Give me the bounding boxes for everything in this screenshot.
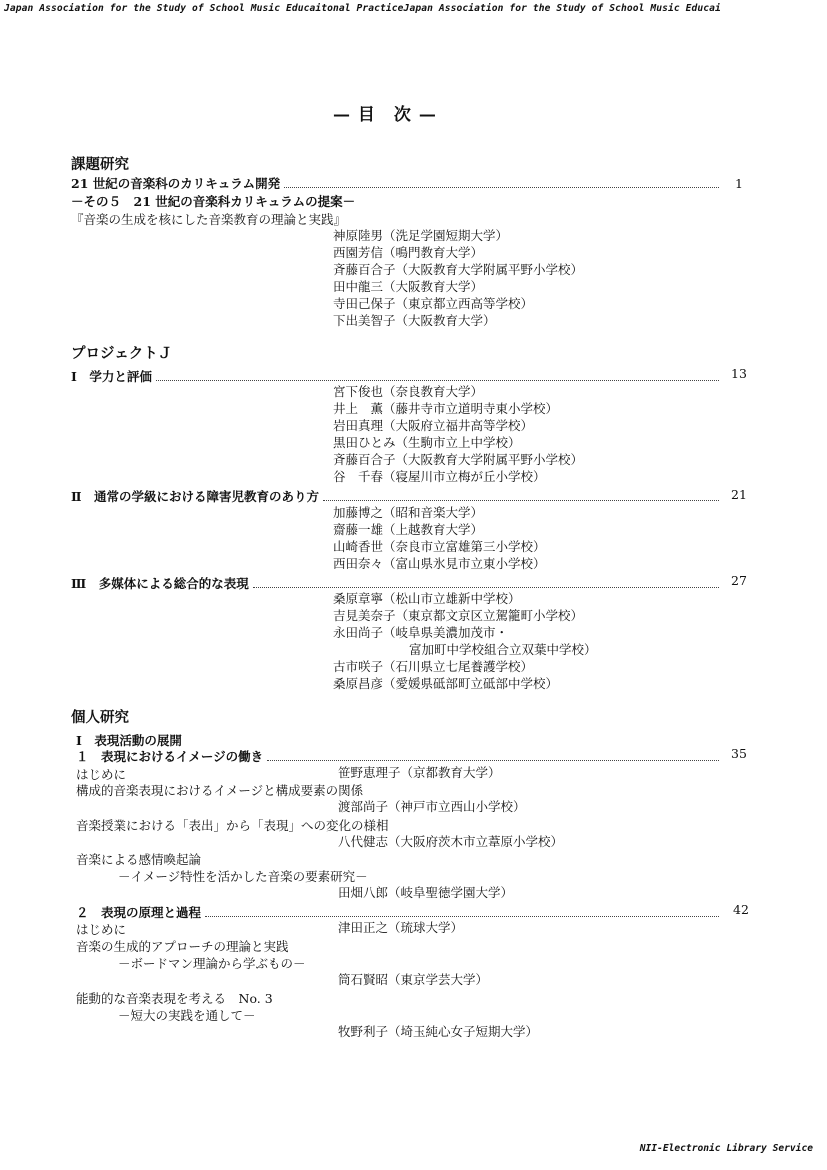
article-title: 音楽の生成的アプローチの理論と実践 <box>76 939 289 954</box>
toc-entry-label: Ⅱ 通常の学級における障害児教育のあり方 <box>71 489 320 504</box>
page-number: 42 <box>733 902 749 917</box>
author-line: 渡部尚子（神戸市立西山小学校） <box>338 799 526 814</box>
author-line: 西園芳信（鳴門教育大学） <box>333 245 484 260</box>
author-line: 富加町中学校組合立双葉中学校） <box>409 642 597 657</box>
author-line: 牧野利子（埼玉純心女子短期大学） <box>338 1024 539 1039</box>
author-line: 下出美智子（大阪教育大学） <box>333 313 496 328</box>
toc-entry-shougaiji[interactable] <box>71 489 723 505</box>
author-line: 田中龍三（大阪教育大学） <box>333 279 484 294</box>
author-line: 笹野恵理子（京都教育大学） <box>338 765 501 780</box>
section-heading-kadai: 課題研究 <box>71 156 129 173</box>
article-title: 音楽による感情喚起論 <box>76 852 202 867</box>
page-number: 21 <box>731 487 747 502</box>
dot-leader <box>284 176 719 188</box>
toc-subtitle: 『音楽の生成を核にした音楽教育の理論と実践』 <box>71 212 347 227</box>
author-line: 山崎香世（奈良市立富雄第三小学校） <box>333 539 546 554</box>
section-heading-project-j: プロジェクトＪ <box>71 345 173 362</box>
article-title: 音楽授業における「表出」から「表現」への変化の様相 <box>76 818 389 833</box>
toc-entry-tabaitai[interactable] <box>71 576 723 592</box>
author-line: 西田奈々（富山県氷見市立東小学校） <box>333 556 546 571</box>
article-subtitle: －イメージ特性を活かした音楽の要素研究－ <box>118 869 368 884</box>
running-footer: NII-Electronic Library Service <box>639 1143 813 1154</box>
author-line: 桑原昌彦（愛媛県砥部町立砥部中学校） <box>333 676 559 691</box>
toc-entry-label: １ 表現におけるイメージの働き <box>76 749 264 764</box>
author-line: 永田尚子（岐阜県美濃加茂市・ <box>333 625 509 640</box>
author-line: 神原陸男（洗足学園短期大学） <box>333 228 509 243</box>
page-number: 35 <box>731 746 747 761</box>
toc-entry-genri[interactable] <box>76 905 723 921</box>
toc-entry-gakuryoku[interactable] <box>71 369 723 385</box>
author-line: 黒田ひとみ（生駒市立上中学校） <box>333 435 521 450</box>
author-line: 筒石賢昭（東京学芸大学） <box>338 972 489 987</box>
author-line: 宮下俊也（奈良教育大学） <box>333 384 484 399</box>
dot-leader <box>253 576 719 588</box>
toc-subtitle: －その５ 21 世紀の音楽科カリキュラムの提案－ <box>71 194 356 209</box>
toc-entry-label: Ⅲ 多媒体による総合的な表現 <box>71 576 249 591</box>
author-line: 加藤博之（昭和音楽大学） <box>333 505 484 520</box>
section-heading-kojin: 個人研究 <box>71 709 129 726</box>
page-number: 27 <box>731 573 747 588</box>
running-header: Japan Association for the Study of School Music Educaitonal PracticeJapan Association for the Study of School Music Educai <box>4 3 721 14</box>
article-subtitle: －短大の実践を通して－ <box>118 1008 256 1023</box>
author-line: 桑原章寧（松山市立雄新中学校） <box>333 591 521 606</box>
article-title: はじめに <box>76 767 127 782</box>
dot-leader <box>156 369 719 381</box>
part-heading: Ⅰ 表現活動の展開 <box>76 733 182 748</box>
author-line: 齋藤一雄（上越教育大学） <box>333 522 484 537</box>
author-line: 田畑八郎（岐阜聖徳学園大学） <box>338 885 514 900</box>
author-line: 吉見美奈子（東京都文京区立駕籠町小学校） <box>333 608 584 623</box>
dot-leader <box>267 749 719 761</box>
dot-leader <box>205 905 719 917</box>
toc-entry-label: 21 世紀の音楽科のカリキュラム開発 <box>71 176 281 191</box>
author-line: 斉藤百合子（大阪教育大学附属平野小学校） <box>333 452 584 467</box>
author-line: 寺田己保子（東京都立西高等学校） <box>333 296 534 311</box>
page-number: 1 <box>735 176 743 191</box>
page-number: 13 <box>731 366 747 381</box>
page-title: — 目 次 — <box>333 105 437 125</box>
toc-entry-curriculum[interactable] <box>71 176 723 192</box>
article-title: 能動的な音楽表現を考える No. 3 <box>76 991 273 1006</box>
toc-entry-label: Ⅰ 学力と評価 <box>71 369 152 384</box>
toc-entry-image[interactable] <box>76 749 723 765</box>
article-title: はじめに <box>76 922 127 937</box>
author-line: 八代健志（大阪府茨木市立葦原小学校） <box>338 834 564 849</box>
author-line: 斉藤百合子（大阪教育大学附属平野小学校） <box>333 262 584 277</box>
article-subtitle: －ボードマン理論から学ぶもの－ <box>118 956 306 971</box>
author-line: 井上 薫（藤井寺市立道明寺東小学校） <box>333 401 559 416</box>
dot-leader <box>323 489 719 501</box>
author-line: 谷 千春（寝屋川市立梅が丘小学校） <box>333 469 546 484</box>
author-line: 岩田真理（大阪府立福井高等学校） <box>333 418 534 433</box>
author-line: 津田正之（琉球大学） <box>338 920 464 935</box>
author-line: 古市咲子（石川県立七尾養護学校） <box>333 659 534 674</box>
toc-entry-label: ２ 表現の原理と過程 <box>76 905 202 920</box>
article-title: 構成的音楽表現におけるイメージと構成要素の関係 <box>76 783 364 798</box>
